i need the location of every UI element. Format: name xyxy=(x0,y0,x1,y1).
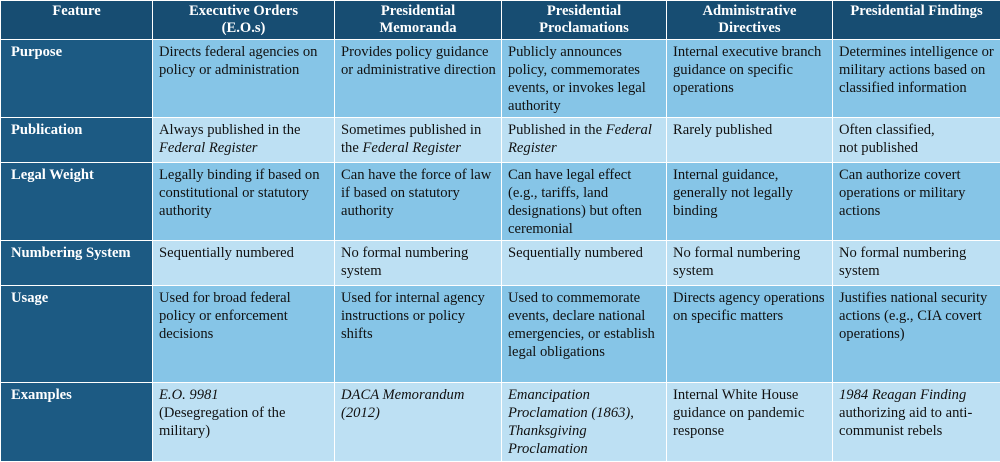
table-cell xyxy=(833,286,1000,382)
cell-text: Can have legal effect (e.g., tariffs, land designations) but often ceremonial xyxy=(508,166,646,237)
cell-text-italic: 1984 Reagan Finding xyxy=(839,386,967,403)
cell-text-italic: DACA Memorandum (2012) xyxy=(341,386,469,421)
header-row xyxy=(1,1,1000,40)
cell-text: Rarely published xyxy=(673,122,773,139)
cell-text-italic: Emancipation Proclamation (1863) xyxy=(508,386,631,421)
table-cell xyxy=(502,118,667,162)
cell-text: Internal White House guidance on pandemic response xyxy=(673,386,808,439)
table-cell xyxy=(335,162,502,240)
column-header: Presidential Memoranda xyxy=(335,1,502,40)
table-cell xyxy=(502,40,667,118)
table-cell xyxy=(335,40,502,118)
table-cell xyxy=(502,382,667,461)
cell-text: No formal numbering system xyxy=(839,244,970,279)
table-cell xyxy=(335,240,502,285)
cell-text-italic: Federal Register xyxy=(362,140,461,157)
cell-text: No formal numbering system xyxy=(341,244,472,279)
table-cell xyxy=(153,40,335,118)
cell-text: Sequentially numbered xyxy=(508,244,643,261)
cell-text: Internal guidance, generally not legally binding xyxy=(673,166,797,219)
table-cell xyxy=(153,118,335,162)
cell-text: Legally binding if based on constitutional or statutory authority xyxy=(159,166,324,219)
table-cell xyxy=(667,286,833,382)
cell-text: Can have the force of law if based on statutory authority xyxy=(341,166,495,219)
column-header: Administrative Directives xyxy=(667,1,833,40)
column-header: Executive Orders (E.O.s) xyxy=(153,1,335,40)
table-cell xyxy=(667,162,833,240)
table-cell xyxy=(667,118,833,162)
table-row xyxy=(1,382,1000,461)
cell-text: No formal numbering system xyxy=(673,244,804,279)
table-body xyxy=(1,40,1000,462)
row-label: Examples xyxy=(1,382,153,461)
table-cell xyxy=(335,286,502,382)
cell-text: Publicly announces policy, commemorates events, or invokes legal authority xyxy=(508,44,650,114)
cell-text: Internal executive branch guidance on specific operations xyxy=(673,44,825,96)
cell-text: Used for broad federal policy or enforcement decisions xyxy=(159,290,295,343)
cell-text: Provides policy guidance or administrative direction xyxy=(341,44,496,78)
table-cell xyxy=(502,240,667,285)
cell-text-italic: Federal Register xyxy=(508,122,656,157)
table-cell xyxy=(335,382,502,461)
table-cell xyxy=(833,118,1000,162)
cell-text: Directs federal agencies on policy or administration xyxy=(159,44,322,78)
column-header: Presidential Findings xyxy=(833,1,1000,40)
table-cell xyxy=(667,40,833,118)
table-cell xyxy=(667,382,833,461)
column-header: Feature xyxy=(1,1,153,40)
cell-text-italic: Thanksgiving Proclamation xyxy=(508,422,591,457)
table-cell xyxy=(833,162,1000,240)
row-label: Purpose xyxy=(1,40,153,118)
cell-text: Sometimes published in the xyxy=(341,122,485,157)
cell-text: Can authorize covert operations or military actions xyxy=(839,166,970,219)
cell-text: Often classified, not published xyxy=(839,122,935,157)
table-cell xyxy=(667,240,833,285)
table-row xyxy=(1,162,1000,240)
cell-text: Determines intelligence or military actions based on classified information xyxy=(839,44,998,96)
table-cell xyxy=(153,286,335,382)
cell-text: Used for internal agency instructions or policy shifts xyxy=(341,290,489,343)
cell-text-italic: E.O. 9981 xyxy=(159,386,219,403)
cell-text: , xyxy=(630,404,638,421)
table-row xyxy=(1,286,1000,382)
table-row xyxy=(1,40,1000,118)
row-label: Legal Weight xyxy=(1,162,153,240)
cell-text-italic: Federal Register xyxy=(159,140,258,157)
row-label: Numbering System xyxy=(1,240,153,285)
cell-text: Directs agency operations on specific matters xyxy=(673,290,829,325)
cell-text: Published in the xyxy=(508,122,606,139)
table-cell xyxy=(502,162,667,240)
cell-text: (Desegregation of the military) xyxy=(159,404,286,439)
cell-text: Justifies national security actions (e.g., CIA covert operations) xyxy=(839,290,991,343)
table-cell xyxy=(833,40,1000,118)
table-cell xyxy=(833,382,1000,461)
table-cell xyxy=(833,240,1000,285)
table-cell xyxy=(153,162,335,240)
cell-text: Always published in the xyxy=(159,122,305,139)
row-label: Usage xyxy=(1,286,153,382)
row-label: Publication xyxy=(1,118,153,162)
column-header: Presidential Proclamations xyxy=(502,1,667,40)
table-cell xyxy=(502,286,667,382)
table-cell xyxy=(153,240,335,285)
table-row xyxy=(1,118,1000,162)
cell-text: Sequentially numbered xyxy=(159,244,294,261)
cell-text: authorizing aid to anti-communist rebels xyxy=(839,386,973,439)
table-cell xyxy=(153,382,335,461)
cell-text: Used to commemorate events, declare national emergencies, or establish legal obligations xyxy=(508,290,659,361)
table-row xyxy=(1,240,1000,285)
table-cell xyxy=(335,118,502,162)
